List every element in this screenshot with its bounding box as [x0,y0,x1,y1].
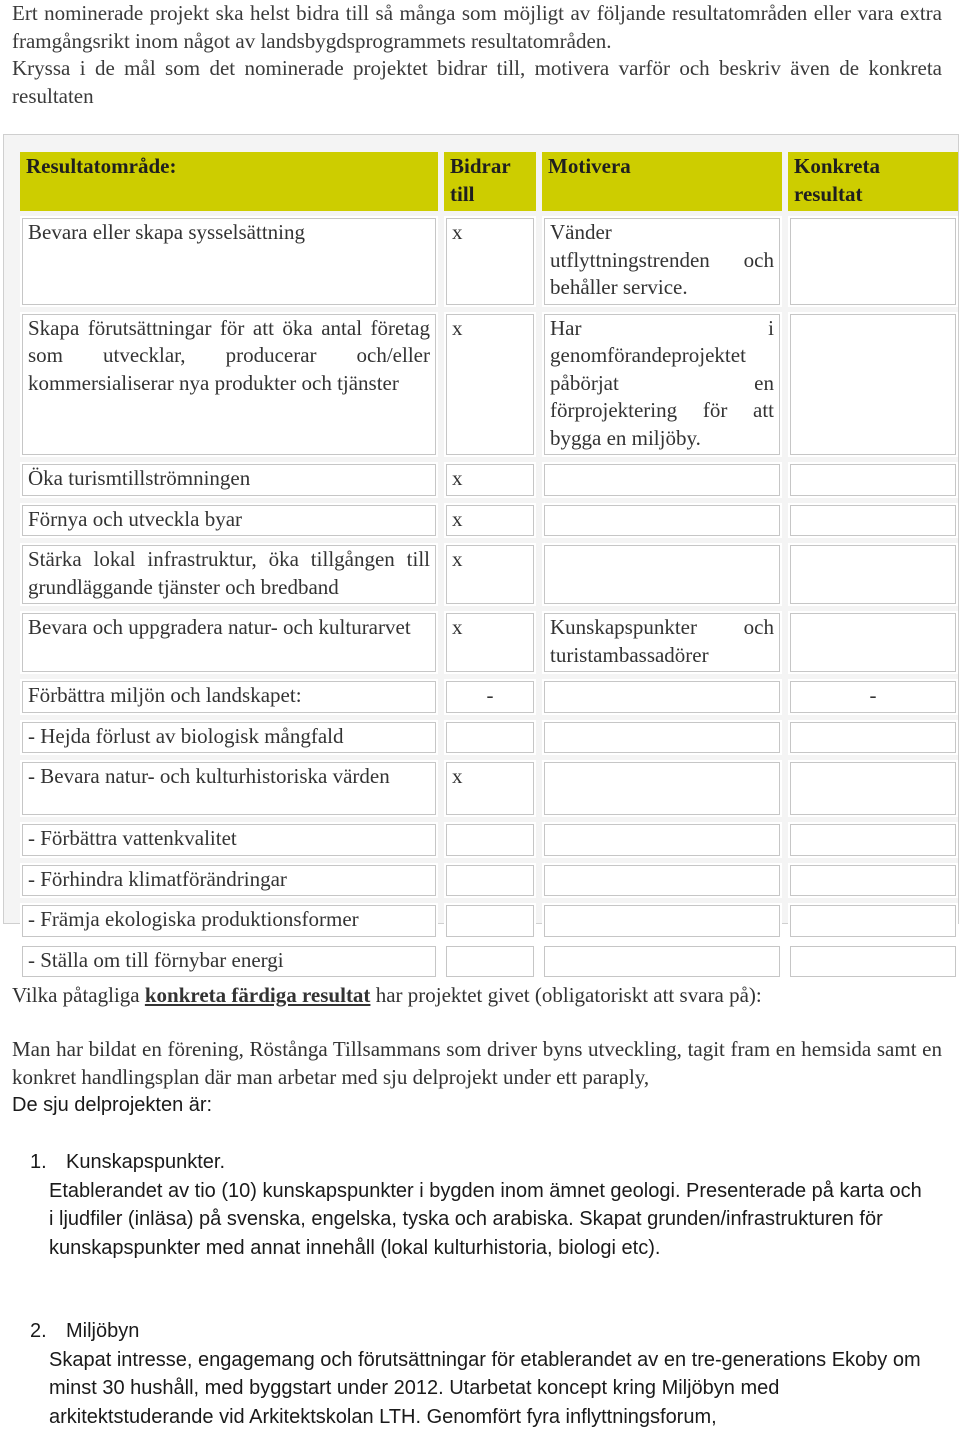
question-underlined: konkreta färdiga resultat [144,983,371,1007]
cell-bidrar-till [444,822,536,858]
cell-resultatomrade: Bevara och uppgradera natur- och kulturarvet [20,611,438,674]
cell-motivera [542,944,782,980]
cell-resultatomrade: Bevara eller skapa sysselsättning [20,216,438,307]
header-konkreta-resultat: Konkreta resultat [788,152,958,211]
cell-motivera [542,863,782,899]
cell-motivera [542,462,782,498]
cell-resultatomrade: Förnya och utveckla byar [20,503,438,539]
table-row [20,611,958,674]
table-row [20,760,958,817]
cell-bidrar-till: x [444,760,536,817]
cell-konkreta-resultat [788,903,958,939]
table-header-row [20,152,958,211]
cell-konkreta-resultat [788,760,958,817]
cell-resultatomrade: Stärka lokal infrastruktur, öka tillgången till grundläggande tjänster och bredband [20,543,438,606]
table-row [20,312,958,458]
answer-paragraph: Man har bildat en förening, Röstånga Tillsammans som driver byns utveckling, tagit fram en hemsida samt en konkret handlingsplan där man arbetar med sju delprojekt under ett paraply, [12,1037,942,1089]
cell-bidrar-till: x [444,503,536,539]
concrete-results-question [12,981,942,1009]
intro-line-2: Kryssa i de mål som det nominerade projektet bidrar till, motivera varför och beskriv även de konkreta resultaten [12,56,942,108]
cell-konkreta-resultat [788,611,958,674]
header-bidrar-till: Bidrar till [444,152,536,211]
header-resultatomrade: Resultatområde: [20,152,438,211]
cell-motivera [542,760,782,817]
cell-konkreta-resultat [788,216,958,307]
list-item-number: 1. [30,1151,47,1173]
cell-resultatomrade: - Främja ekologiska produktionsformer [20,903,438,939]
table-row [20,903,958,939]
table-row [20,822,958,858]
cell-resultatomrade: Skapa förutsättningar för att öka antal företag som utvecklar, producerar och/eller kommersialiserar nya produkter och tjänster [20,312,438,458]
list-item-number: 2. [30,1320,47,1342]
cell-bidrar-till: x [444,611,536,674]
result-area-table [14,147,960,984]
cell-konkreta-resultat [788,312,958,458]
table-row [20,679,958,715]
header-motivera: Motivera [542,152,782,211]
cell-resultatomrade: Förbättra miljön och landskapet: [20,679,438,715]
cell-konkreta-resultat: - [788,679,958,715]
intro-line-1: Ert nominerade projekt ska helst bidra till så många som möjligt av följande resultatområden eller vara extra framgångsrikt inom något av landsbygdsprogrammets resultatområden. [12,1,942,53]
cell-resultatomrade: - Förhindra klimatförändringar [20,863,438,899]
cell-bidrar-till: - [444,679,536,715]
table-row [20,503,958,539]
cell-resultatomrade: - Bevara natur- och kulturhistoriska värden [20,760,438,817]
cell-bidrar-till [444,944,536,980]
list-item [30,1317,930,1431]
cell-bidrar-till: x [444,543,536,606]
cell-motivera: Kunskapspunkter och turistambassadörer [542,611,782,674]
table-row [20,216,958,307]
table-row [20,944,958,980]
cell-resultatomrade: Öka turismtillströmningen [20,462,438,498]
list-item-title: Miljöbyn [66,1320,140,1342]
cell-bidrar-till [444,863,536,899]
answer-text [12,1035,942,1119]
cell-resultatomrade: - Förbättra vattenkvalitet [20,822,438,858]
table-row [20,863,958,899]
table-row [20,720,958,756]
cell-resultatomrade: - Ställa om till förnybar energi [20,944,438,980]
cell-bidrar-till [444,720,536,756]
list-item [30,1148,930,1262]
list-item-body: Skapat intresse, engagemang och förutsättningar för etablerandet av en tre-generations Ekoby om minst 30 hushåll, med byggstart under 2012. Utarbetat koncept kring Miljöbyn med arkitektstuderande vid Arkitektskolan LTH. Genomfört fyra inflyttningsforum, [49,1348,921,1428]
cell-konkreta-resultat [788,720,958,756]
cell-konkreta-resultat [788,503,958,539]
cell-konkreta-resultat [788,543,958,606]
cell-motivera [542,679,782,715]
cell-motivera [542,503,782,539]
intro-text [12,0,942,110]
cell-motivera [542,720,782,756]
cell-motivera [542,543,782,606]
cell-bidrar-till [444,903,536,939]
cell-konkreta-resultat [788,863,958,899]
cell-motivera [542,903,782,939]
cell-bidrar-till: x [444,312,536,458]
cell-motivera: Har i genomförandeprojektet påbörjat en förprojektering för att bygga en miljöby. [542,312,782,458]
answer-subheading: De sju delprojekten är: [12,1094,213,1116]
cell-bidrar-till: x [444,216,536,307]
table-row [20,462,958,498]
cell-konkreta-resultat [788,822,958,858]
cell-motivera: Vänder utflyttningstrenden och behåller service. [542,216,782,307]
cell-bidrar-till: x [444,462,536,498]
question-before: Vilka påtagliga [12,983,145,1007]
cell-konkreta-resultat [788,944,958,980]
cell-konkreta-resultat [788,462,958,498]
list-item-title: Kunskapspunkter. [66,1151,225,1173]
table-row [20,543,958,606]
cell-resultatomrade: - Hejda förlust av biologisk mångfald [20,720,438,756]
question-after: har projektet givet (obligatoriskt att svara på): [370,983,762,1007]
list-item-body: Etablerandet av tio (10) kunskapspunkter i bygden inom ämnet geologi. Presenterade på karta och i ljudfiler (inläsa) på svenska, engelska, tyska och arabiska. Skapat grunden/infrastrukturen för kunskapspunkter med annat innehåll (lokal kulturhistoria, biologi etc). [49,1179,922,1259]
cell-motivera [542,822,782,858]
result-area-table-frame [3,134,959,972]
